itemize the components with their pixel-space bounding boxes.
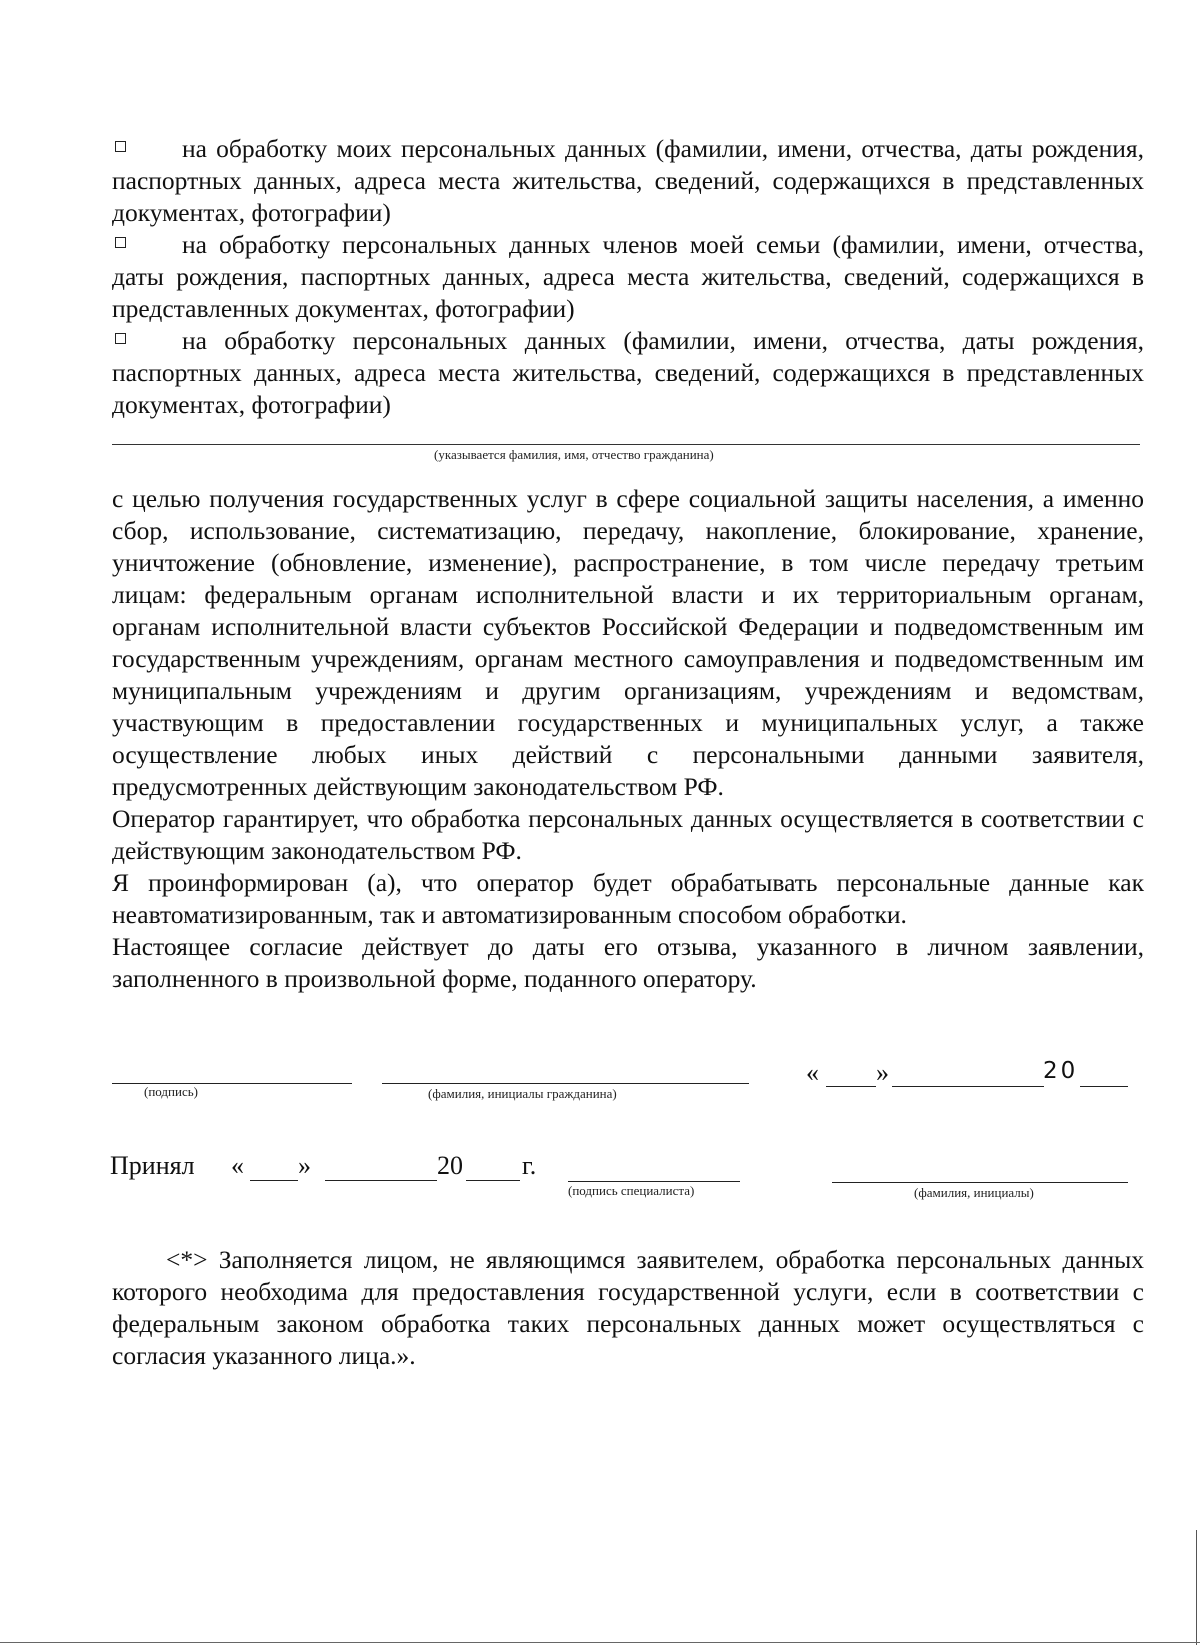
paragraph: с целью получения государственных услуг в сфере социальной защиты населения, а именно сбор, использование, систематизацию, передачу, накопление, блокирование, хранение, уничтожение (обновление, изменение), распространение, в том числе передачу третьим лицам: федеральным органам исполнительной власти и их территориальным органам, органам исполнительной власти субъектов Российской Федерации и подведомственным им государственным учреждениям, органам местного самоуправления и подведомственным им муниципальным учреждениям и другим организациям, учреждениям и ведомствам, участвующим в предоставлении государственных и муниципальных услуг, а также осуществление любых иных действий с персональными данными заявителя, предусмотренных действующим законодательством РФ. xyxy=(112,484,1144,801)
citizen-name-caption: (указывается фамилия, имя, отчество гражданина) xyxy=(434,447,714,462)
checkbox[interactable] xyxy=(115,333,126,344)
citizen-initials-caption: (фамилия, инициалы гражданина) xyxy=(428,1086,617,1101)
accepted-label: Принял xyxy=(110,1151,195,1180)
date-day-line[interactable] xyxy=(826,1086,876,1087)
consent-item-other-person-data xyxy=(112,325,1144,421)
consent-item-own-data xyxy=(112,133,1144,229)
accepted-year-line[interactable] xyxy=(466,1180,520,1181)
date-year-line[interactable] xyxy=(1080,1086,1128,1087)
checkbox[interactable] xyxy=(115,237,126,248)
date-year-prefix: 20 xyxy=(1043,1058,1079,1084)
accepted-year-prefix: 20 xyxy=(437,1151,463,1180)
consent-item-text: на обработку персональных данных (фамилии, имени, отчества, даты рождения, паспортных данных, адреса места жительства, сведений, содержащихся в представленных документах, фотографии) xyxy=(112,326,1144,419)
citizen-name-line[interactable] xyxy=(112,444,1140,445)
accepted-year-suffix: г. xyxy=(522,1151,537,1180)
purpose-paragraph xyxy=(112,483,1144,995)
specialist-signature-caption: (подпись специалиста) xyxy=(568,1183,695,1198)
paragraph: Я проинформирован (а), что оператор будет обрабатывать персональные данные как неавтоматизированным, так и автоматизированным способом обработки. xyxy=(112,868,1144,929)
signature-caption: (подпись) xyxy=(144,1084,198,1099)
footnote: <*> Заполняется лицом, не являющимся заявителем, обработка персональных данных которого необходима для предоставления государственной услуги, если в соответствии с федеральным законом обработка таких персональных данных может осуществляться с согласия указанного лица.». xyxy=(112,1245,1144,1370)
consent-item-text: на обработку персональных данных членов моей семьи (фамилии, имени, отчества, даты рождения, паспортных данных, адреса места жительства, сведений, содержащихся в представленных документах, фотографии) xyxy=(112,230,1144,323)
accepted-month-line[interactable] xyxy=(325,1180,437,1181)
specialist-initials-caption: (фамилия, инициалы) xyxy=(914,1185,1034,1200)
scan-edge-right xyxy=(1196,1530,1197,1645)
checkbox[interactable] xyxy=(115,141,126,152)
specialist-initials-line[interactable] xyxy=(832,1182,1128,1183)
specialist-signature-line[interactable] xyxy=(568,1181,740,1182)
paragraph: Оператор гарантирует, что обработка персональных данных осуществляется в соответствии с действующим законодательством РФ. xyxy=(112,804,1144,865)
date-month-line[interactable] xyxy=(892,1086,1044,1087)
scan-edge-bottom xyxy=(0,1642,1200,1643)
accepted-date-close-quote: » xyxy=(298,1151,311,1180)
paragraph: Настоящее согласие действует до даты его отзыва, указанного в личном заявлении, заполненного в произвольной форме, поданного оператору. xyxy=(112,932,1144,993)
consent-item-family-data xyxy=(112,229,1144,325)
citizen-initials-line[interactable] xyxy=(382,1083,749,1084)
accepted-day-line[interactable] xyxy=(250,1180,298,1181)
consent-item-text: на обработку моих персональных данных (фамилии, имени, отчества, даты рождения, паспортных данных, адреса места жительства, сведений, содержащихся в представленных документах, фотографии) xyxy=(112,134,1144,227)
date-close-quote: » xyxy=(876,1058,889,1087)
date-open-quote: « xyxy=(806,1058,819,1087)
accepted-date-open-quote: « xyxy=(231,1151,244,1180)
